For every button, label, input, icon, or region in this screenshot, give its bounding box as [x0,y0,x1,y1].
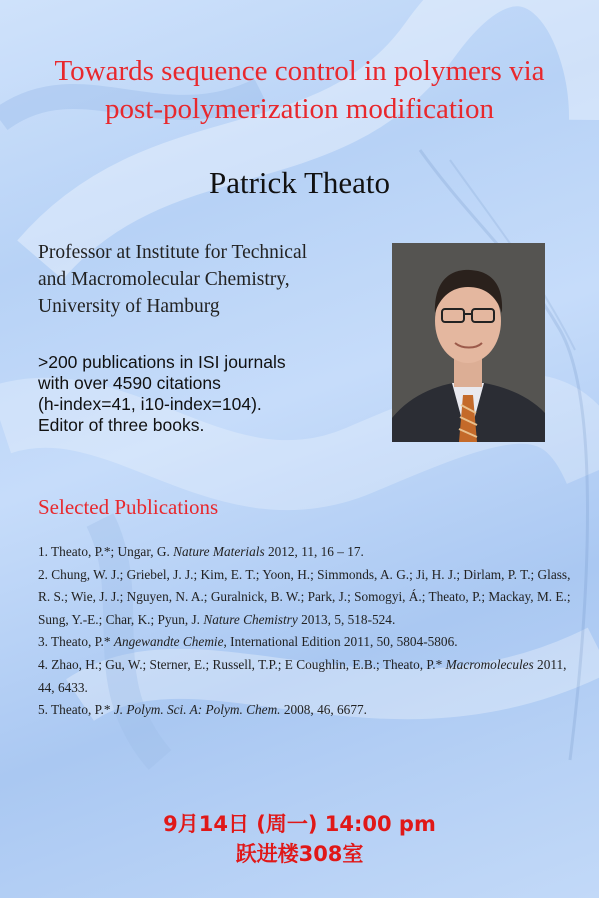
event-time: 9月14日 (周一) 14:00 pm [163,812,436,836]
journal-name: J. Polym. Sci. A: Polym. Chem. [113,702,281,718]
selected-publications-heading: Selected Publications [38,495,219,519]
publication-item: 5. Theato, P.* J. Polym. Sci. A: Polym. Chem. 2008, 46, 6677. [38,702,367,718]
journal-name: Angewandte Chemie [113,634,224,650]
stats-line-1: >200 publications in ISI journals [38,352,286,372]
publication-item: 1. Theato, P.*; Ungar, G. Nature Materials 2012, 11, 16 – 17. [38,544,364,559]
talk-title-line-2: post-polymerization modification [105,93,494,125]
position-line-1: Professor at Institute for Technical [38,242,308,263]
stats-line-4: Editor of three books. [38,415,205,435]
publication-list [38,541,578,722]
stats-line-3: (h-index=41, i10-index=104). [38,394,262,414]
event-details [0,809,599,869]
speaker-name: Patrick Theato [208,165,391,200]
journal-name: Macromolecules [445,656,534,672]
publication-item: 2. Chung, W. J.; Griebel, J. J.; Kim, E. T.; Yoon, H.; Simmonds, A. G.; Ji, H. J.; Dirlam, P. T.; Glass, R. S.; Wie, J. J.; Nguyen, N. A.; Guralnick, B. W.; Park, J.; Somogyi, Á.; Theato, P.; Mackay, M. E.; Sung, Y.-E.; Char, K.; Pyun, J. Nature Chemistry 2013, 5, 518-524. [38,566,571,627]
journal-name: Nature Chemistry [203,611,298,627]
talk-title [0,52,599,128]
stats-line-2: with over 4590 citations [38,373,221,393]
speaker-stats [38,352,368,436]
journal-name: Nature Materials [173,544,265,559]
publication-item: 3. Theato, P.* Angewandte Chemie, International Edition 2011, 50, 5804-5806. [38,634,458,650]
speaker-position [38,239,378,320]
speaker-photo [392,243,545,442]
talk-title-line-1: Towards sequence control in polymers via [54,55,545,87]
publication-item: 4. Zhao, H.; Gu, W.; Sterner, E.; Russell, T.P.; E Coughlin, E.B.; Theato, P.* Macromolecules 2011, 44, 6433. [38,656,567,695]
position-line-2: and Macromolecular Chemistry, [38,269,290,290]
position-line-3: University of Hamburg [38,296,220,317]
event-location: 跃进楼308室 [235,842,364,866]
